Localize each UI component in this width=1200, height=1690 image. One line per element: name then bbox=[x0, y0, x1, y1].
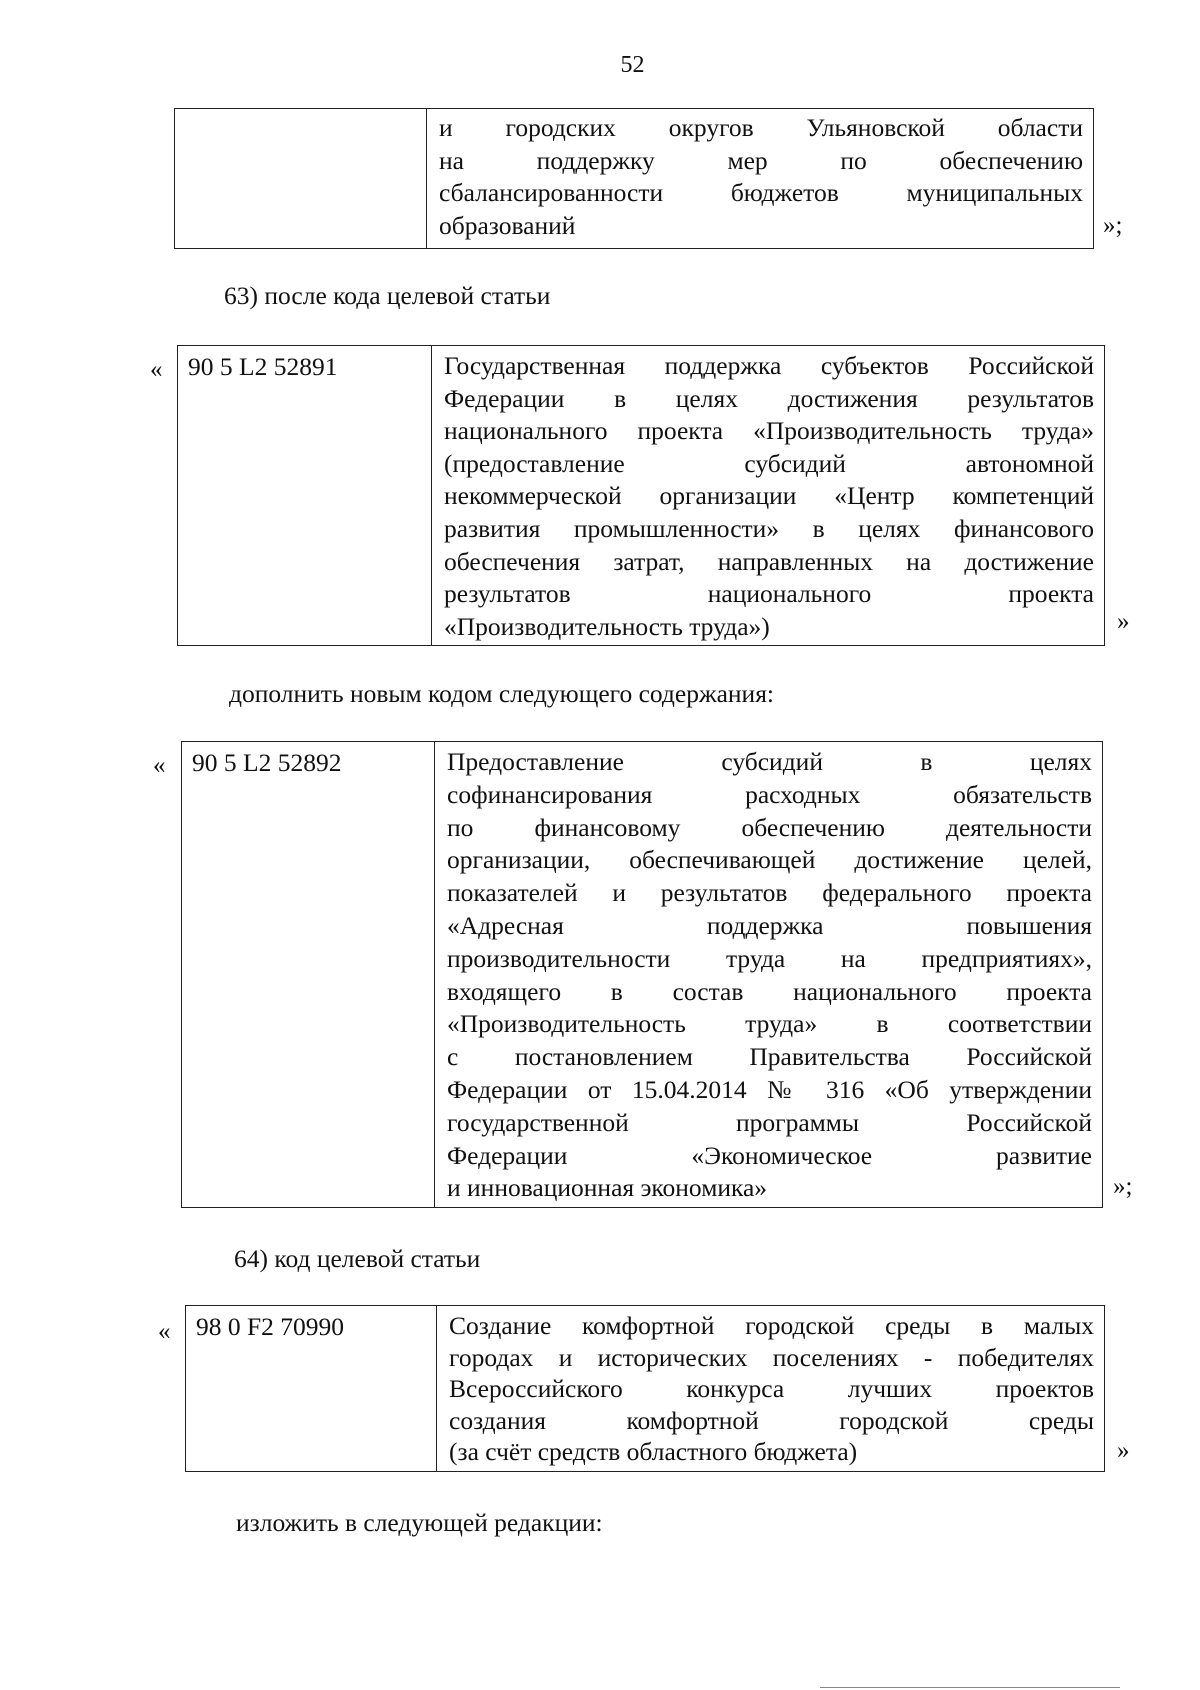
table-3-close-quote: » bbox=[1117, 1437, 1130, 1464]
table-3-code: 98 0 F2 70990 bbox=[196, 1312, 345, 1341]
table-2-line: организации, обеспечивающей достижение целей, bbox=[447, 845, 1092, 875]
table-2-line: «Производительность труда» в соответствии bbox=[447, 1009, 1092, 1039]
table-2-line: Предоставление субсидий в целях bbox=[447, 747, 1092, 776]
table-2-line: производительности труда на предприятиях», bbox=[447, 943, 1092, 973]
table-1-open-quote: « bbox=[150, 356, 163, 383]
table-2-line: Федерации «Экономическое развитие bbox=[447, 1140, 1092, 1170]
table-1-line: (предоставление субсидий автономной bbox=[444, 448, 1094, 478]
table-3 bbox=[185, 1305, 1105, 1472]
table-2-line: показателей и результатов федерального проекта bbox=[447, 878, 1092, 908]
table-1 bbox=[177, 345, 1105, 646]
table-3-text-cell bbox=[437, 1306, 1104, 1471]
page-number: 52 bbox=[620, 52, 645, 78]
table-3-line: городах и исторических поселениях - победителях bbox=[449, 1342, 1094, 1372]
table-1-close-quote: » bbox=[1117, 608, 1130, 635]
closing-paragraph: изложить в следующей редакции: bbox=[236, 1508, 603, 1537]
table-3-line: Создание комфортной городской среды в малых bbox=[449, 1311, 1094, 1340]
table-2-open-quote: « bbox=[153, 752, 166, 779]
table-1-line: обеспечения затрат, направленных на достижение bbox=[444, 546, 1094, 576]
table-2-line: с постановлением Правительства Российской bbox=[447, 1042, 1092, 1072]
table-3-line: создания комфортной городской среды bbox=[449, 1405, 1094, 1435]
table-1-line: развития промышленности» в целях финансового bbox=[444, 513, 1094, 543]
intro-close-quote: »; bbox=[1103, 212, 1123, 239]
table-2-line: «Адресная поддержка повышения bbox=[447, 910, 1092, 940]
table-3-line: Всероссийского конкурса лучших проектов bbox=[449, 1374, 1094, 1404]
table-2-line: входящего в состав национального проекта bbox=[447, 976, 1092, 1006]
table-1-line: Государственная поддержка субъектов Российской bbox=[444, 351, 1094, 380]
table-2-text-cell bbox=[435, 742, 1102, 1207]
table-3-line: (за счёт средств областного бюджета) bbox=[449, 1437, 858, 1467]
table-3-code-cell bbox=[186, 1306, 437, 1471]
intro-code-cell bbox=[175, 109, 427, 248]
intro-line: и городских округов Ульяновской области bbox=[439, 113, 1083, 142]
table-2 bbox=[181, 741, 1103, 1208]
intro-table bbox=[174, 108, 1094, 249]
table-1-line: национального проекта «Производительность труда» bbox=[444, 416, 1094, 446]
intro-line: образований bbox=[439, 210, 576, 240]
table-2-line: софинансирования расходных обязательств bbox=[447, 779, 1092, 809]
item-63-heading: 63) после кода целевой статьи bbox=[224, 281, 551, 310]
table-1-text-cell bbox=[432, 346, 1104, 645]
table-1-line: Федерации в целях достижения результатов bbox=[444, 383, 1094, 413]
intro-text-cell bbox=[427, 109, 1093, 248]
table-1-line: результатов национального проекта bbox=[444, 579, 1094, 609]
table-2-line: государственной программы Российской bbox=[447, 1107, 1092, 1137]
table-3-open-quote: « bbox=[158, 1318, 171, 1345]
table-2-code: 90 5 L2 52892 bbox=[192, 748, 342, 777]
item-64-heading: 64) код целевой статьи bbox=[234, 1244, 481, 1273]
table-1-code-cell bbox=[178, 346, 432, 645]
table-2-line: и инновационная экономика» bbox=[447, 1173, 768, 1203]
intro-line: сбалансированности бюджетов муниципальных bbox=[439, 178, 1083, 207]
table-2-close-quote: »; bbox=[1113, 1173, 1133, 1200]
footer-rule bbox=[820, 1687, 1120, 1688]
table-2-line: по финансовому обеспечению деятельности bbox=[447, 812, 1092, 842]
middle-paragraph: дополнить новым кодом следующего содержания: bbox=[229, 679, 775, 708]
table-2-line: Федерации от 15.04.2014 № 316 «Об утверждении bbox=[447, 1074, 1092, 1104]
table-1-line: «Производительность труда») bbox=[444, 611, 770, 641]
table-1-code: 90 5 L2 52891 bbox=[188, 352, 338, 381]
table-1-line: некоммерческой организации «Центр компетенций bbox=[444, 481, 1094, 511]
table-2-code-cell bbox=[182, 742, 435, 1207]
intro-line: на поддержку мер по обеспечению bbox=[439, 145, 1083, 175]
